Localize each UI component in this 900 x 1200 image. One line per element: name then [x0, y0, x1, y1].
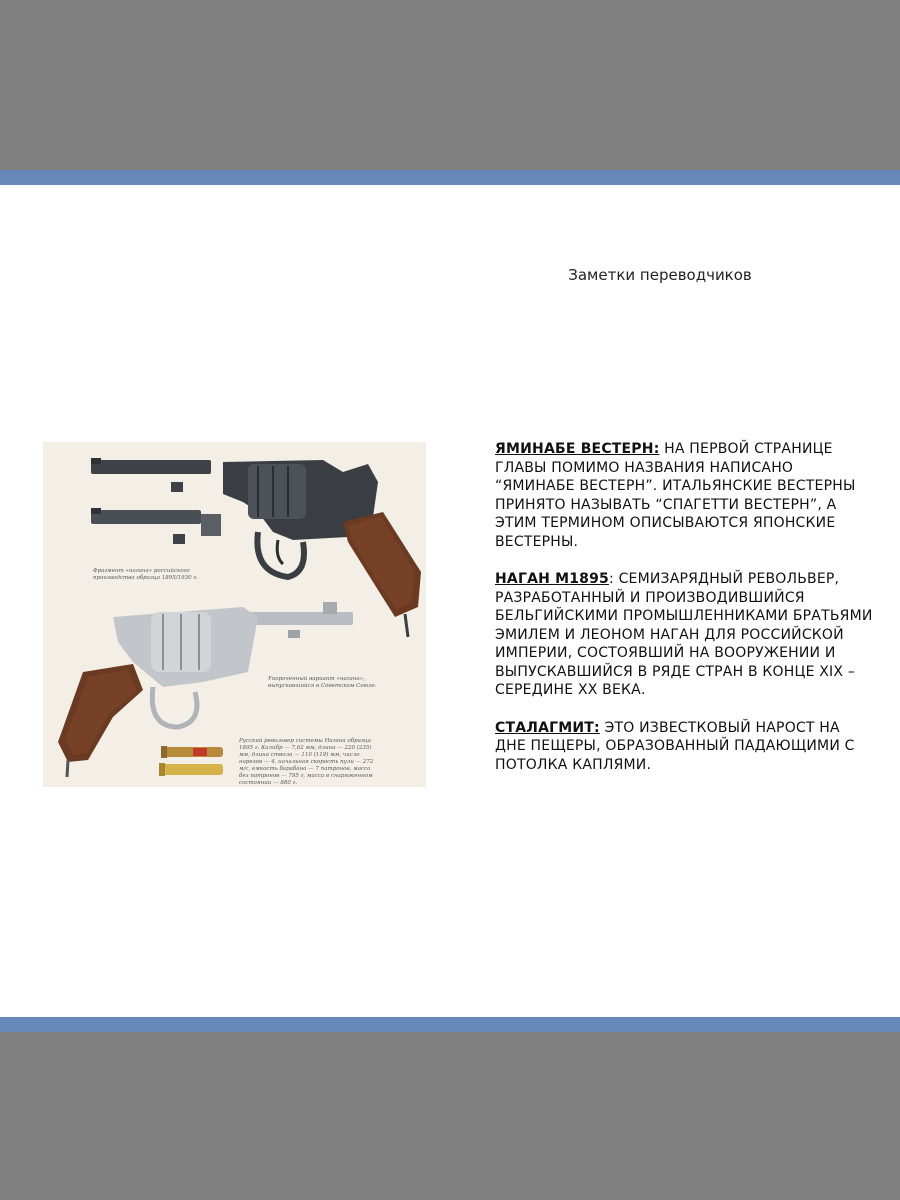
caption-bottom: Русский револьвер системы Нагана образца 1895 г. Калибр — 7,62 мм, длина — 220 (235) мм, длина ствола — 110 (119) мм, число нарезов — 4, начальная скорость пули — 272 м/с, емкость барабана — 7 патронов, масса без патронов — 795 г, масса в снаряженном состоянии — 880 г. — [239, 738, 374, 786]
caption-top: Фрагмент «нагана» российского производства образца 1895/1930 г. — [93, 568, 198, 581]
note-text: ЭТО ИЗВЕСТКОВЫЙ НАРОСТ НА ДНЕ ПЕЩЕРЫ, ОБРАЗОВАННЫЙ ПАДАЮЩИМИ С ПОТОЛКА КАПЛЯМИ. — [495, 719, 855, 773]
note-item — [495, 719, 875, 775]
note-term: СТАЛАГМИТ: — [495, 719, 600, 736]
note-item — [495, 570, 875, 700]
bottom-gray-band — [0, 1032, 900, 1200]
note-text: : СЕМИЗАРЯДНЫЙ РЕВОЛЬВЕР, РАЗРАБОТАННЫЙ И ПРОИЗВОДИВШИЙСЯ БЕЛЬГИЙСКИМИ ПРОМЫШЛЕННИКАМИ БРАТЬЯМИ ЭМИЛЕМ И ЛЕОНОМ НАГАН ДЛЯ РОССИЙСКОЙ ИМПЕРИИ, СОСТОЯВШИЙ НА ВООРУЖЕНИИ И ВЫПУСКАВШИЙСЯ В РЯДЕ СТРАН В КОНЦЕ XIX – СЕРЕДИНЕ XX ВЕКА. — [495, 571, 873, 698]
top-gray-band — [0, 0, 900, 170]
page-title: Заметки переводчиков — [568, 266, 752, 284]
note-text: НА ПЕРВОЙ СТРАНИЦЕ ГЛАВЫ ПОМИМО НАЗВАНИЯ НАПИСАНО “ЯМИНАБЕ ВЕСТЕРН”. ИТАЛЬЯНСКИЕ ВЕСТЕРНЫ ПРИНЯТО НАЗЫВАТЬ “СПАГЕТТИ ВЕСТЕРН”, А ЭТИМ ТЕРМИНОМ ОПИСЫВАЮТСЯ ЯПОНСКИЕ ВЕСТЕРНЫ. — [495, 441, 856, 550]
note-item — [495, 440, 875, 551]
revolver-illustration — [43, 442, 426, 787]
top-accent-stripe — [0, 170, 900, 185]
note-term: НАГАН М1895 — [495, 571, 609, 587]
note-term: ЯМИНАБЕ ВЕСТЕРН: — [495, 441, 660, 457]
revolver-top-drawing — [91, 458, 421, 637]
translator-notes — [495, 440, 875, 793]
caption-mid: Укороченный вариант «нагана», выпускавшийся в Советском Союзе. — [268, 676, 377, 689]
bottom-accent-stripe — [0, 1017, 900, 1032]
cartridges-drawing — [159, 746, 223, 776]
